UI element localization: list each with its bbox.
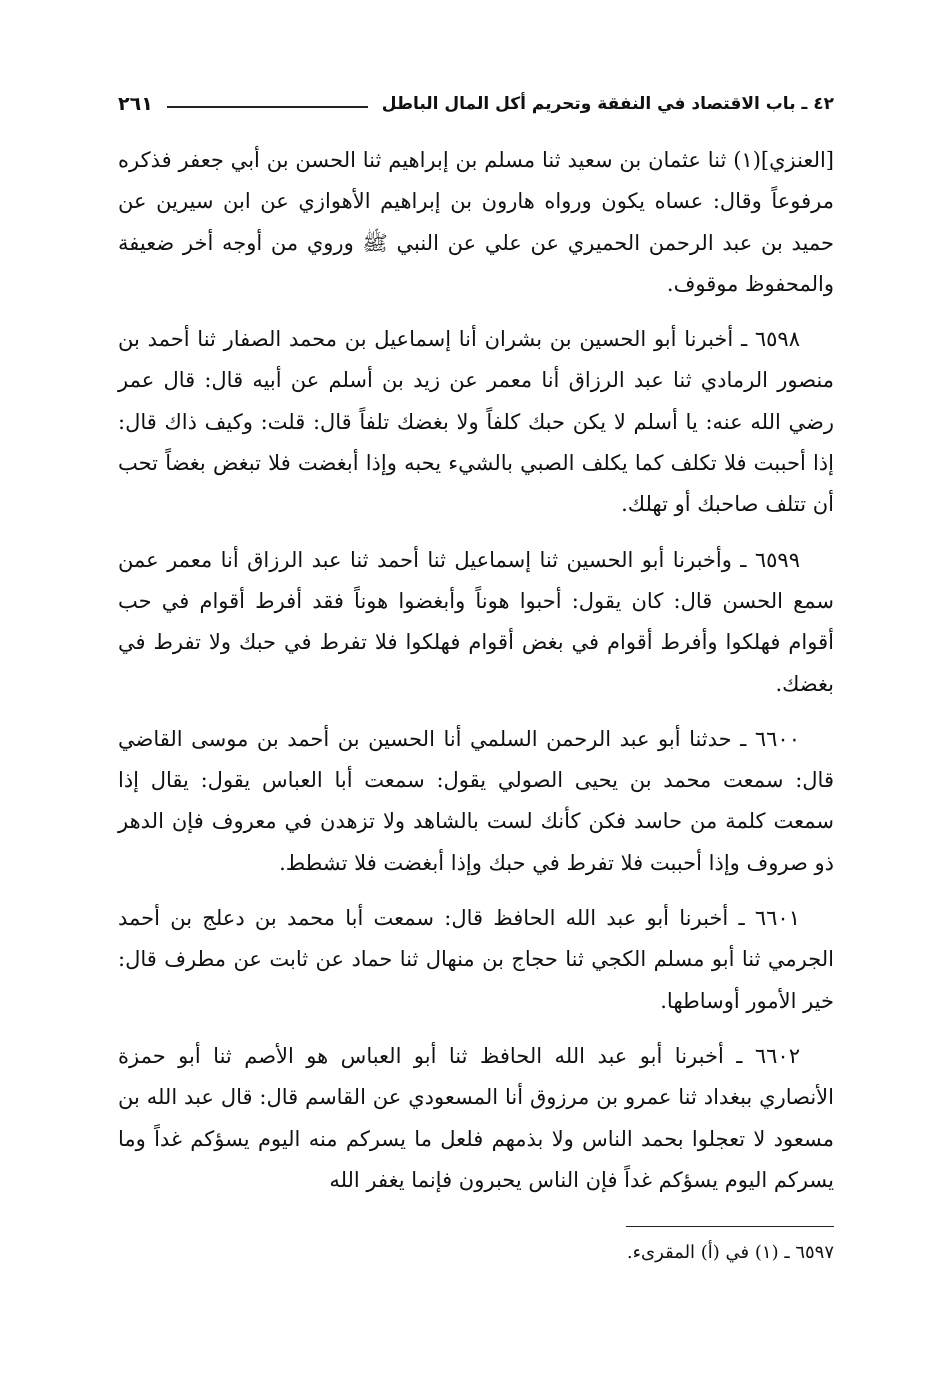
paragraph-6600: ٦٦٠٠ ـ حدثنا أبو عبد الرحمن السلمي أنا الحسين بن أحمد بن موسى القاضي قال: سمعت محمد بن يحيى الصولي يقول: سمعت أبا العباس يقول: يقال إذا سمعت كلمة من حاسد فكن كأنك لست بالشاهد ولا تزهدن في معروف فإن الدهر ذو صروف وإذا أحببت فلا تفرط في حبك وإذا أبغضت فلا تشطط. [118,726,834,875]
footnote: ٦٥٩٧ ـ (١) في (أ) المقرىء. [626,1242,834,1263]
paragraph-6599: ٦٥٩٩ ـ وأخبرنا أبو الحسين ثنا إسماعيل ثنا أحمد ثنا عبد الرزاق أنا معمر عمن سمع الحسن قال: كان يقول: أحبوا هوناً وأبغضوا هوناً فقد أفرط أقوام في حب أقوام فهلكوا وأفرط أقوام في بغض أقوام فهلكوا فلا تفرط في حبك ولا تفرط في بغضك. [118,547,834,696]
paragraph-continuation: [العنزي](١) ثنا عثمان بن سعيد ثنا مسلم بن إبراهيم ثنا الحسن بن أبي جعفر فذكره مرفوعاً وقال: عساه يكون ورواه هارون بن إبراهيم الأهوازي عن ابن سيرين عن حميد بن عبد الرحمن الحميري عن علي عن النبي ﷺ وروي من أوجه أخر ضعيفة والمحفوظ موقوف. [118,148,834,296]
paragraph-6601: ٦٦٠١ ـ أخبرنا أبو عبد الله الحافظ قال: سمعت أبا محمد بن دعلج بن أحمد الجرمي ثنا أبو مسلم الكجي ثنا حجاج بن منهال ثنا حماد عن ثابت عن مطرف قال: خير الأمور أوساطها. [118,906,834,1013]
running-header [118,88,834,120]
paragraph-6598: ٦٥٩٨ ـ أخبرنا أبو الحسين بن بشران أنا إسماعيل بن محمد الصفار ثنا أحمد بن منصور الرمادي ثنا عبد الرزاق أنا معمر عن زيد بن أسلم عن أبيه قال: قال عمر رضي الله عنه: يا أسلم لا يكن حبك كلفاً ولا بغضك تلفاً قال: قلت: وكيف ذاك قال: إذا أحببت فلا تكلف كما يكلف الصبي بالشيء يحبه وإذا أبغضت فلا تبغض بغضاً تحب أن تتلف صاحبك أو تهلك. [118,327,834,517]
paragraph-6602: ٦٦٠٢ ـ أخبرنا أبو عبد الله الحافظ ثنا أبو العباس هو الأصم ثنا أبو حمزة الأنصاري ببغداد ثنا عمرو بن مرزوق أنا المسعودي عن القاسم قال: قال عبد الله بن مسعود لا تعجلوا بحمد الناس ولا بذمهم فلعل ما يسركم منه اليوم يسؤكم غداً وما يسركم اليوم يسؤكم غداً فإن الناس يحبرون فإنما يغفر الله [118,1043,834,1192]
footnote-divider [626,1226,834,1227]
chapter-title: ٤٢ ـ باب الاقتصاد في النفقة وتحريم أكل المال الباطل [381,94,834,114]
main-text [118,140,834,1215]
header-rule [167,106,368,108]
page-number: ٢٦١ [118,93,153,115]
